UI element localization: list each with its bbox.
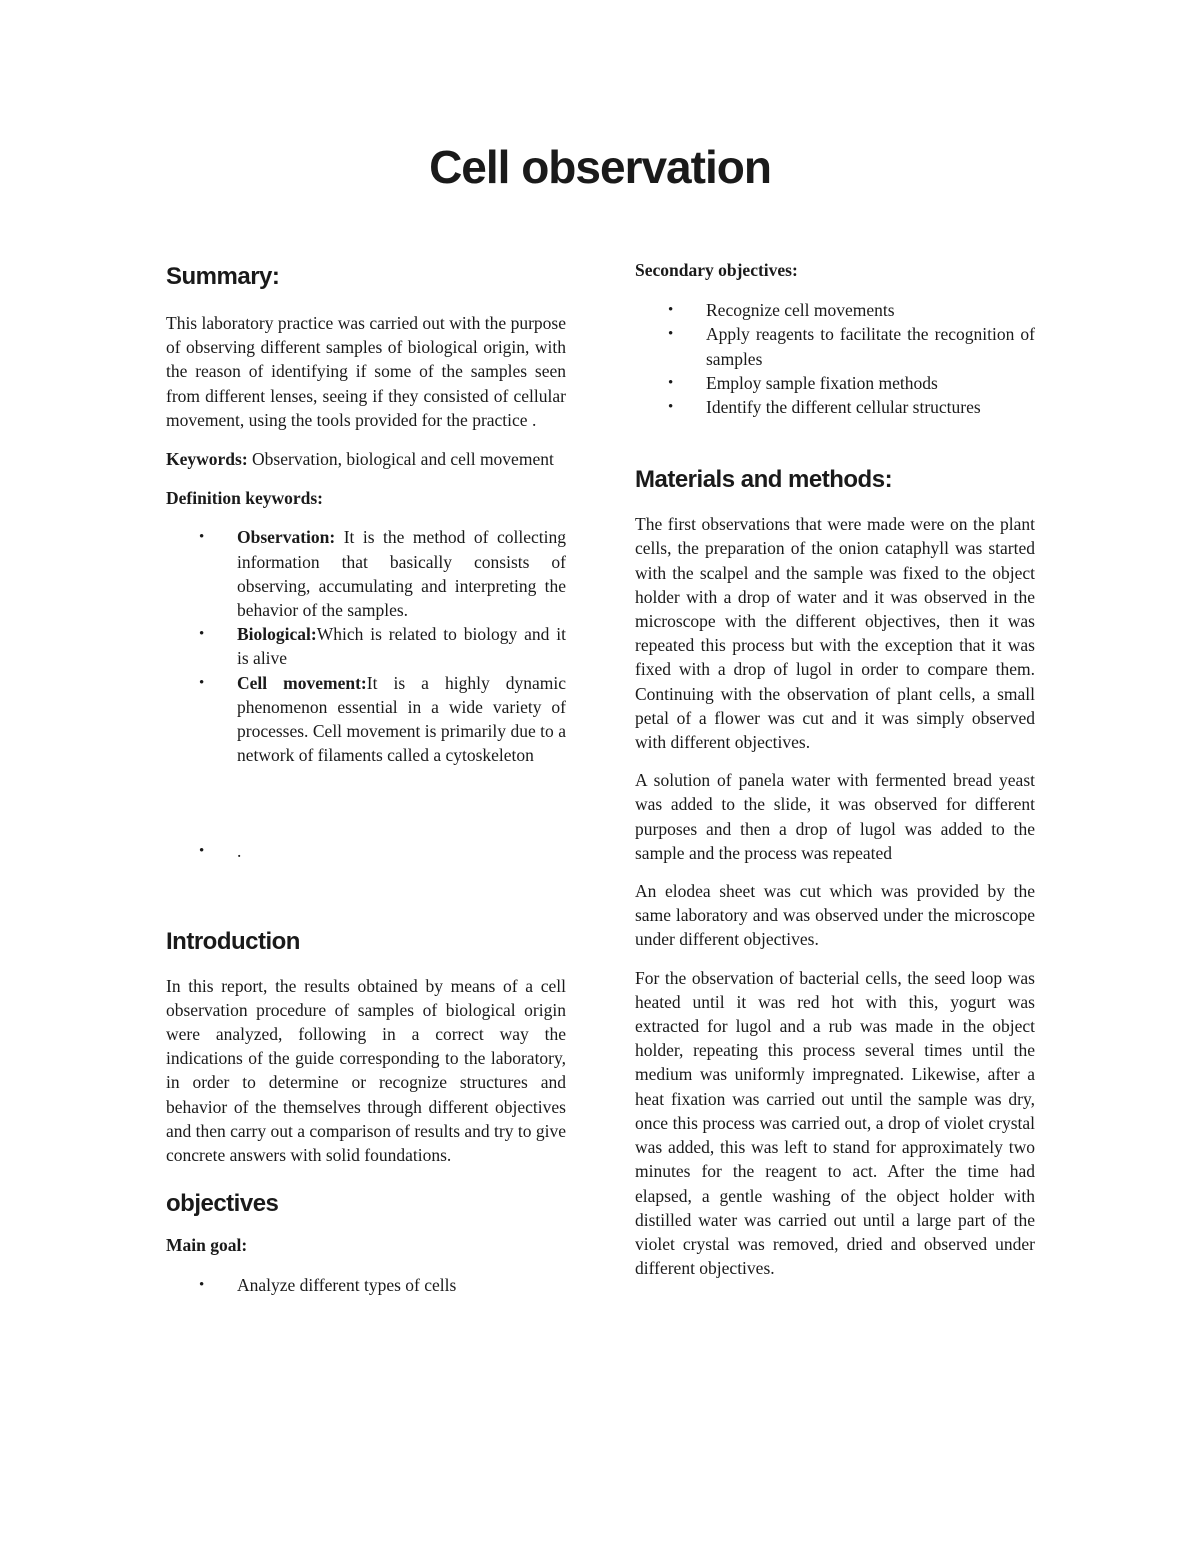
bullet-icon: • — [199, 529, 205, 546]
bullet-icon: • — [668, 326, 674, 343]
introduction-heading: Introduction — [166, 927, 300, 955]
left-column — [166, 258, 566, 1298]
materials-paragraph: A solution of panela water with fermented bread yeast was added to the slide, it was observed for different purposes and then a drop of lugol was added to the sample and the process was repeated — [635, 770, 1035, 863]
materials-heading: Materials and methods: — [635, 466, 893, 494]
keywords-text: Observation, biological and cell movement — [247, 449, 554, 470]
definition-item — [166, 622, 566, 670]
main-goal-list — [166, 1273, 566, 1297]
definition-term: Cell movement: — [237, 672, 367, 693]
secondary-objective-text: Recognize cell movements — [706, 300, 895, 321]
keywords-paragraph — [166, 447, 566, 471]
definition-text: It is the method of collecting information that basically consists of observing, accumulating and interpreting the behavior of the samples. — [237, 527, 566, 621]
summary-paragraph: This laboratory practice was carried out with the purpose of observing different samples of biological origin, with the reason of identifying if some of the samples seen from different lenses, seeing if they consisted of cellular movement, using the tools provided for the practice . — [166, 313, 566, 430]
secondary-objective-item — [635, 395, 1035, 419]
secondary-objective-text: Employ sample fixation methods — [706, 372, 938, 393]
secondary-objective-item — [635, 322, 1035, 370]
definition-list — [166, 525, 566, 863]
definition-term: Biological: — [237, 624, 317, 645]
secondary-objectives-label: Secondary objectives: — [635, 260, 798, 280]
main-goal-text: Analyze different types of cells — [237, 1275, 457, 1296]
secondary-objective-item — [635, 371, 1035, 395]
bullet-icon: • — [199, 1277, 205, 1294]
materials-paragraph: An elodea sheet was cut which was provided by the same laboratory and was observed under the microscope under different objectives. — [635, 881, 1035, 950]
secondary-objective-item — [635, 298, 1035, 322]
secondary-objective-text: Apply reagents to facilitate the recognition of samples — [706, 324, 1035, 369]
introduction-paragraph: In this report, the results obtained by means of a cell observation procedure of samples of biological origin were analyzed, following in a correct way the indications of the guide corresponding to the laboratory, in order to determine or recognize structures and behavior of the themselves through different objectives and then carry out a comparison of results and try to give concrete answers with solid foundations. — [166, 975, 566, 1166]
secondary-objective-text: Identify the different cellular structures — [706, 397, 981, 418]
main-goal-item — [166, 1273, 566, 1297]
page-title: Cell observation — [429, 141, 771, 193]
right-column — [635, 258, 1035, 1280]
definition-item — [166, 671, 566, 768]
bullet-icon: • — [668, 399, 674, 416]
materials-paragraph: For the observation of bacterial cells, the seed loop was heated until it was red hot with this, yogurt was extracted for lugol and a rub was made in the object holder, repeating this process several times until the medium was uniformly impregnated. Likewise, after a heat fixation was carried out until the sample was dry, once this process was carried out, a drop of violet crystal was added, this was left to stand for approximately two minutes for the reagent to act. After the time had elapsed, a gentle washing of the object holder with distilled water was carried out until a large part of the violet crystal was removed, dried and observed under different objectives. — [635, 967, 1035, 1279]
definition-text: . — [237, 841, 242, 862]
bullet-icon: • — [199, 843, 205, 860]
definition-text: It is a highly dynamic phenomenon essential in a wide variety of processes. Cell movement is primarily due to a network of filaments called a cytoskeleton — [237, 672, 566, 766]
bullet-icon: • — [668, 302, 674, 319]
definition-item — [166, 525, 566, 622]
secondary-objectives-list — [635, 298, 1035, 419]
materials-paragraph: The first observations that were made were on the plant cells, the preparation of the onion cataphyll was started with the scalpel and the sample was fixed to the object holder with a drop of water and it was observed in the microscope with the different objectives, then it was repeated this process but with the exception that it was fixed with a drop of lugol in order to compare them. Continuing with the observation of plant cells, a small petal of a flower was cut and it was simply observed with different objectives. — [635, 514, 1035, 753]
definition-item — [166, 839, 566, 863]
definition-heading: Definition keywords: — [166, 488, 324, 509]
bullet-icon: • — [199, 674, 205, 691]
definition-term: Observation: — [237, 527, 336, 548]
summary-heading: Summary: — [166, 263, 280, 290]
keywords-label: Keywords: — [166, 449, 248, 470]
objectives-heading: objectives — [166, 1190, 279, 1218]
bullet-icon: • — [668, 374, 674, 391]
definition-text: Which is related to biology and it is alive — [237, 624, 566, 669]
main-goal-label: Main goal: — [166, 1235, 248, 1256]
bullet-icon: • — [199, 626, 205, 643]
